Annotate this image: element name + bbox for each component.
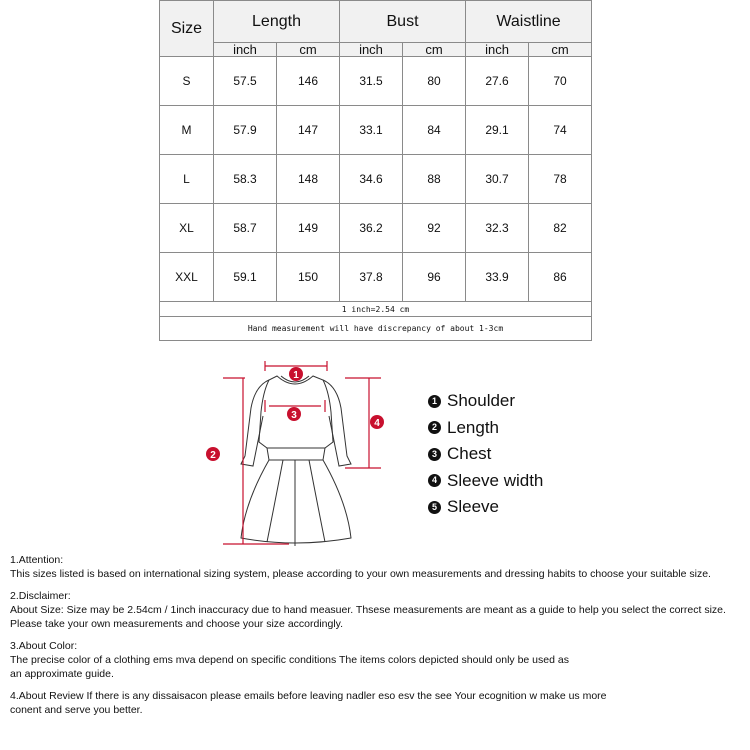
legend-item — [428, 415, 543, 442]
size-cell: XL — [160, 204, 214, 253]
legend-label: Shoulder — [447, 391, 516, 411]
length-inch-cell: 58.3 — [214, 155, 277, 204]
unit-label: cm — [529, 43, 592, 57]
waist-band — [267, 448, 325, 460]
length-inch-cell: 58.7 — [214, 204, 277, 253]
waist-cm-cell: 70 — [529, 57, 592, 106]
length-cm-cell: 149 — [277, 204, 340, 253]
waist-cm-cell: 74 — [529, 106, 592, 155]
size-cell: L — [160, 155, 214, 204]
legend-label: Length — [447, 417, 499, 437]
marker-2: 2 — [210, 450, 216, 461]
size-cell: M — [160, 106, 214, 155]
legend-item — [428, 441, 543, 468]
legend-item — [428, 494, 543, 521]
marker-4: 4 — [374, 418, 380, 429]
color-title: 3.About Color: — [10, 640, 78, 652]
bust-cm-cell: 84 — [403, 106, 466, 155]
marker-3: 3 — [291, 410, 297, 421]
waist-inch-cell: 27.6 — [466, 57, 529, 106]
size-chart-table — [159, 0, 592, 341]
header-waistline: Waistline — [466, 1, 592, 43]
legend-number: 1 — [428, 395, 441, 408]
legend-item — [428, 468, 543, 495]
conversion-note: 1 inch=2.54 cm — [160, 302, 592, 317]
unit-label: inch — [340, 43, 403, 57]
table-row — [160, 155, 592, 204]
dress-measurement-diagram — [205, 352, 395, 552]
legend-number: 2 — [428, 421, 441, 434]
legend-label: Sleeve width — [447, 470, 544, 490]
table-unit-row — [160, 43, 592, 57]
waist-inch-cell: 32.3 — [466, 204, 529, 253]
notes-section — [10, 553, 748, 717]
length-cm-cell: 147 — [277, 106, 340, 155]
legend-label: Sleeve — [447, 497, 499, 517]
header-length: Length — [214, 1, 340, 43]
unit-label: inch — [466, 43, 529, 57]
unit-label: cm — [277, 43, 340, 57]
length-inch-cell: 57.9 — [214, 106, 277, 155]
header-bust: Bust — [340, 1, 466, 43]
waist-inch-cell: 30.7 — [466, 155, 529, 204]
table-row — [160, 204, 592, 253]
review-text: conent and serve you better. — [10, 704, 143, 716]
disclaimer-text: About Size: Size may be 2.54cm / 1inch inaccuracy due to hand measuer. Thsese measurements are meant as a guide to help you select the correct size. — [10, 604, 726, 616]
right-sleeve — [323, 380, 351, 466]
table-note-row — [160, 317, 592, 341]
discrepancy-note: Hand measurement will have discrepancy of about 1-3cm — [160, 317, 592, 341]
left-sleeve — [241, 380, 269, 466]
length-inch-cell: 59.1 — [214, 253, 277, 302]
table-header-row — [160, 1, 592, 43]
measurement-legend — [428, 388, 543, 521]
marker-1: 1 — [293, 370, 299, 381]
disclaimer-title: 2.Disclaimer: — [10, 590, 71, 602]
bust-inch-cell: 31.5 — [340, 57, 403, 106]
unit-label: inch — [214, 43, 277, 57]
size-cell: XXL — [160, 253, 214, 302]
table-row — [160, 106, 592, 155]
waist-cm-cell: 86 — [529, 253, 592, 302]
bust-cm-cell: 92 — [403, 204, 466, 253]
table-note-row — [160, 302, 592, 317]
legend-number: 4 — [428, 474, 441, 487]
size-cell: S — [160, 57, 214, 106]
legend-item — [428, 388, 543, 415]
length-cm-cell: 150 — [277, 253, 340, 302]
bust-inch-cell: 36.2 — [340, 204, 403, 253]
length-cm-cell: 148 — [277, 155, 340, 204]
header-size: Size — [160, 1, 214, 57]
bust-cm-cell: 88 — [403, 155, 466, 204]
waist-inch-cell: 33.9 — [466, 253, 529, 302]
bust-inch-cell: 34.6 — [340, 155, 403, 204]
bust-cm-cell: 80 — [403, 57, 466, 106]
table-row — [160, 253, 592, 302]
review-text: 4.About Review If there is any dissaisacon please emails before leaving nadler eso esv the see Your ecognition w make us more — [10, 690, 607, 702]
disclaimer-text: Please take your own measurements and choose your size accordingly. — [10, 618, 344, 630]
bust-inch-cell: 37.8 — [340, 253, 403, 302]
waist-cm-cell: 78 — [529, 155, 592, 204]
table-row — [160, 57, 592, 106]
legend-number: 3 — [428, 448, 441, 461]
legend-number: 5 — [428, 501, 441, 514]
bust-cm-cell: 96 — [403, 253, 466, 302]
length-cm-cell: 146 — [277, 57, 340, 106]
skirt — [241, 460, 351, 543]
unit-label: cm — [403, 43, 466, 57]
attention-title: 1.Attention: — [10, 554, 64, 566]
color-text: The precise color of a clothing ems mva depend on specific conditions The items colors depicted should only be used as — [10, 654, 569, 666]
attention-text: This sizes listed is based on international sizing system, please according to your own measurements and dressing habits to choose your suitable size. — [10, 568, 711, 580]
waist-inch-cell: 29.1 — [466, 106, 529, 155]
length-inch-cell: 57.5 — [214, 57, 277, 106]
color-text: an approximate guide. — [10, 668, 114, 680]
bust-inch-cell: 33.1 — [340, 106, 403, 155]
waist-cm-cell: 82 — [529, 204, 592, 253]
legend-label: Chest — [447, 444, 492, 464]
